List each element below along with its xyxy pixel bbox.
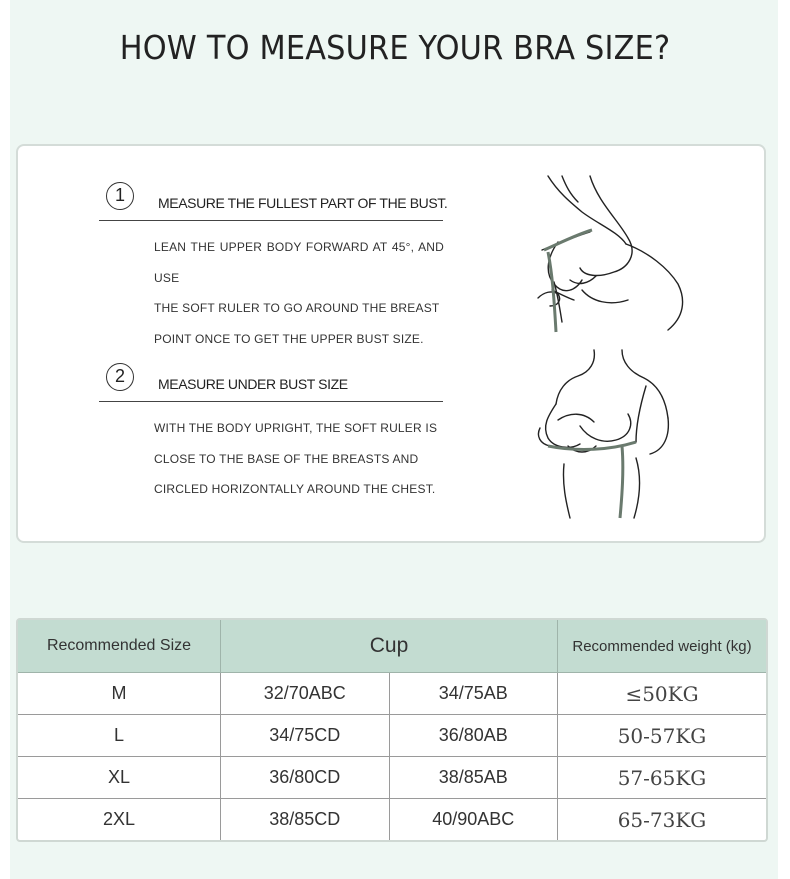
table-row xyxy=(18,757,766,799)
header-recommended-weight: Recommended weight (kg) xyxy=(558,620,766,673)
step-2-line: CLOSE TO THE BASE OF THE BREASTS AND xyxy=(154,451,419,466)
table-row xyxy=(18,673,766,715)
size-cell: XL xyxy=(18,757,221,799)
step-1-description xyxy=(154,232,444,354)
under-bust-illustration xyxy=(518,346,698,521)
step-2-description xyxy=(154,413,444,505)
table-row xyxy=(18,799,766,840)
cup-cell: 38/85AB xyxy=(390,757,559,799)
cup-cell: 34/75CD xyxy=(221,715,390,757)
step-1-line: LEAN THE UPPER BODY FORWARD AT 45°, AND USE xyxy=(154,240,444,285)
step-2-number: 2 xyxy=(106,363,134,391)
weight-cell: ≤50KG xyxy=(558,673,766,715)
step-2-heading: MEASURE UNDER BUST SIZE xyxy=(158,376,348,392)
cup-cell: 34/75AB xyxy=(390,673,559,715)
instructions-card xyxy=(16,144,766,543)
step-1-line: THE SOFT RULER TO GO AROUND THE BREAST xyxy=(154,301,440,315)
weight-cell: 57-65KG xyxy=(558,757,766,799)
step-1-divider xyxy=(99,220,443,221)
cup-cell: 36/80AB xyxy=(390,715,559,757)
step-1-number: 1 xyxy=(106,182,134,210)
step-2-line: WITH THE BODY UPRIGHT, THE SOFT RULER IS xyxy=(154,421,438,435)
step-1-heading: MEASURE THE FULLEST PART OF THE BUST. xyxy=(158,195,448,211)
step-2-line: CIRCLED HORIZONTALLY AROUND THE CHEST. xyxy=(154,482,436,496)
header-cup: Cup xyxy=(221,620,558,673)
size-cell: 2XL xyxy=(18,799,221,840)
cup-cell: 32/70ABC xyxy=(221,673,390,715)
table-header-row xyxy=(18,620,766,673)
size-cell: L xyxy=(18,715,221,757)
size-chart-table xyxy=(16,618,768,842)
cup-cell: 40/90ABC xyxy=(390,799,559,840)
cup-cell: 36/80CD xyxy=(221,757,390,799)
upper-bust-illustration xyxy=(518,172,698,337)
header-recommended-size: Recommended Size xyxy=(18,620,221,673)
page-title: HOW TO MEASURE YOUR BRA SIZE? xyxy=(119,28,671,67)
weight-cell: 50-57KG xyxy=(558,715,766,757)
step-1-line: POINT ONCE TO GET THE UPPER BUST SIZE. xyxy=(154,331,424,346)
step-2-divider xyxy=(99,401,443,402)
size-cell: M xyxy=(18,673,221,715)
cup-cell: 38/85CD xyxy=(221,799,390,840)
table-row xyxy=(18,715,766,757)
weight-cell: 65-73KG xyxy=(617,807,707,832)
